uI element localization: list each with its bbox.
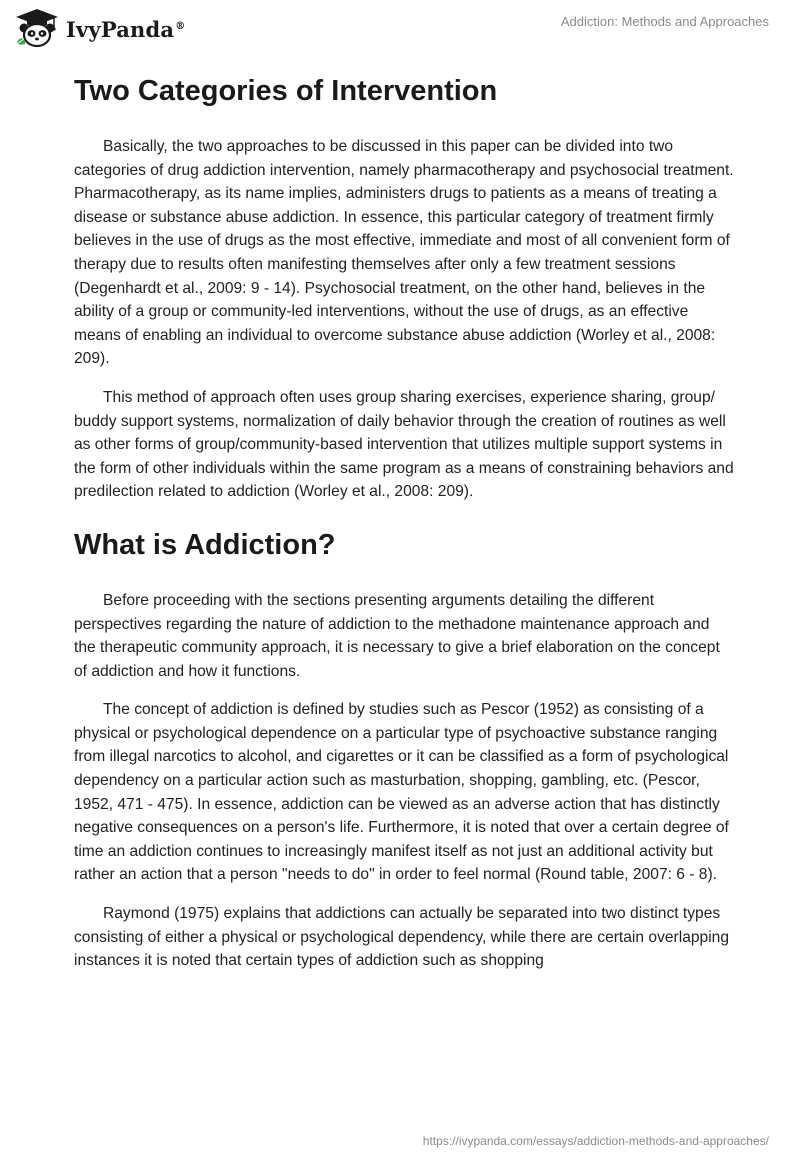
- page-header: [0, 0, 800, 60]
- paragraph: The concept of addiction is defined by studies such as Pescor (1952) as consisting of a physical or psychological dependence on a particular type of psychoactive substance ranging from illegal narcotics to alcohol, and cigarettes or it can be classified as a form of psychological dependency on a particular action such as masturbation, shopping, gambling, etc. (Pescor, 1952, 471 - 475). In essence, addiction can be viewed as an adverse action that has distinctly negative consequences on a person's life. Furthermore, it is noted that over a certain degree of time an addiction continues to increasingly manifest itself as not just an additional activity but rather an action that a person "needs to do" in order to feel normal (Round table, 2007: 6 - 8).: [74, 701, 729, 884]
- logo-wordmark: IvyPanda®: [66, 16, 186, 42]
- document-title: Addiction: Methods and Approaches: [560, 14, 769, 29]
- paragraph: Raymond (1975) explains that addictions can actually be separated into two distinct types consisting of either a physical or psychological dependency, while there are certain overlapping instances it is noted that certain types of addiction such as shopping: [74, 905, 730, 970]
- paragraph: Before proceeding with the sections presenting arguments detailing the different perspectives regarding the nature of addiction to the methadone maintenance approach and the therapeutic community approach, it is necessary to give a brief elaboration on the concept of addiction and how it functions.: [74, 591, 720, 680]
- panda-graduate-icon: [14, 8, 60, 48]
- paragraph: Basically, the two approaches to be discussed in this paper can be divided into two categories of drug addiction intervention, namely pharmacotherapy and psychosocial treatment. Pharmacotherapy, as its name implies, administers drugs to patients as a means of treating a disease or substance abuse addiction. In essence, this particular category of treatment firmly believes in the use of drugs as the most effective, immediate and most of all convenient form of therapy due to results often manifesting themselves after only a few treatment sessions (Degenhardt et al., 2009: 9 - 14). Psychosocial treatment, on the other hand, believes in the ability of a group or community-led interventions, without the use of drugs, as an effective means of enabling an individual to overcome substance abuse addiction (Worley et al., 2008: 209).: [74, 138, 734, 368]
- ivypanda-logo[interactable]: [14, 8, 185, 48]
- paragraph: This method of approach often uses group sharing exercises, experience sharing, group/ buddy support systems, normalization of daily behavior through the creation of routines as well as other forms of group/community-based intervention that utilizes multiple support systems in the form of other individuals within the same program as a means of constraining behaviors and predilection related to addiction (Worley et al., 2008: 209).: [74, 388, 734, 501]
- section-heading-intervention: Two Categories of Intervention: [74, 75, 498, 107]
- registered-mark: ®: [175, 20, 186, 32]
- section-heading-addiction: What is Addiction?: [74, 528, 336, 561]
- article-body: [74, 74, 734, 988]
- source-url[interactable]: https://ivypanda.com/essays/addiction-methods-and-approaches/: [422, 1134, 769, 1148]
